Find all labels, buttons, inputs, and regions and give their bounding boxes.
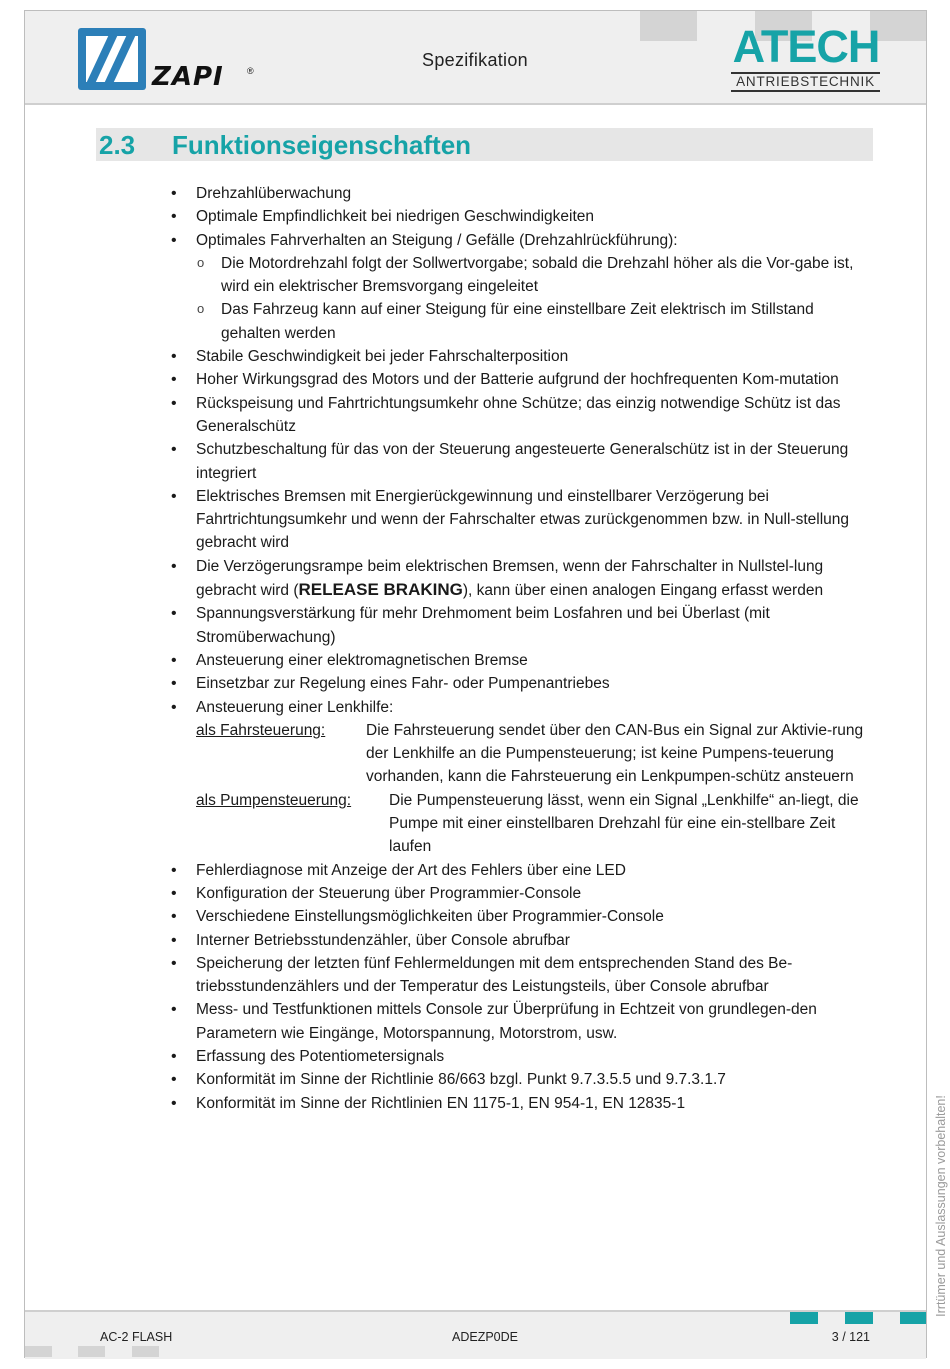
definition-term: als Fahrsteuerung: <box>196 721 326 739</box>
list-item: • Fehlerdiagnose mit Anzeige der Art des Fehlers über eine LED <box>166 859 876 882</box>
list-item: • Speicherung der letzten fünf Fehlermeldungen mit dem entsprechenden Stand des Be-triebsstundenzählers und der Temperatur des Leistungsteils, über Console abrufbar <box>166 952 876 999</box>
list-item: • Spannungsverstärkung für mehr Drehmoment beim Losfahren und bei Überlast (mit Stromüberwachung) <box>166 602 876 649</box>
list-item <box>166 229 876 345</box>
list-item: • Drehzahlüberwachung <box>166 182 876 205</box>
list-item: • Optimale Empfindlichkeit bei niedrigen Geschwindigkeiten <box>166 205 876 228</box>
zapi-logo-text: ZAPI <box>152 62 224 92</box>
list-item: • Stabile Geschwindigkeit bei jeder Fahrschalterposition <box>166 345 876 368</box>
list-item-text: Optimales Fahrverhalten an Steigung / Gefälle (Drehzahlrückführung): <box>196 231 678 249</box>
section-number: 2.3 <box>99 130 136 160</box>
list-item-text: Die Verzögerungsrampe beim elektrischen Bremsen, wenn der Fahrschalter in Nullstel-lung gebracht wird ( <box>196 557 824 600</box>
header-decor-block <box>640 11 697 41</box>
footer-decor-block <box>25 1346 52 1357</box>
footer-decor-block <box>78 1346 105 1357</box>
release-braking-term: RELEASE BRAKING <box>298 580 463 600</box>
list-item: • Verschiedene Einstellungsmöglichkeiten über Programmier-Console <box>166 905 876 928</box>
list-item: • Konformität im Sinne der Richtlinien EN 1175-1, EN 954-1, EN 12835-1 <box>166 1092 876 1115</box>
list-item: • Hoher Wirkungsgrad des Motors und der Batterie aufgrund der hochfrequenten Kom-mutation <box>166 368 876 391</box>
footer-page-number: 3 / 121 <box>831 1330 870 1344</box>
footer-product: AC-2 FLASH <box>100 1330 173 1344</box>
list-item-text: ), kann über einen analogen Eingang erfasst werden <box>462 582 824 600</box>
list-item-text: Ansteuerung einer Lenkhilfe: <box>196 698 394 716</box>
sub-list-item: o Das Fahrzeug kann auf einer Steigung für eine einstellbare Zeit elektrisch im Stillstand gehalten werden <box>196 298 876 345</box>
list-item: • Ansteuerung einer elektromagnetischen Bremse <box>166 649 876 672</box>
footer-decor-block <box>845 1312 873 1324</box>
atech-logo-subtitle: ANTRIEBSTECHNIK <box>731 72 880 92</box>
list-item: • Elektrisches Bremsen mit Energierückgewinnung und einstellbarer Verzögerung bei Fahrtrichtungsumkehr und wenn der Fahrschalter etwas zurückgenommen bzw. in Null-stellung gebracht wird <box>166 485 876 555</box>
footer-decor-block <box>132 1346 159 1357</box>
definition-description: Die Pumpensteuerung lässt, wenn ein Signal „Lenkhilfe“ an-liegt, die Pumpe mit einer einstellbaren Drehzahl für eine ein-stellbare Zeit laufen <box>389 791 859 856</box>
list-item: • Konformität im Sinne der Richtlinie 86/663 bzgl. Punkt 9.7.3.5.5 und 9.7.3.1.7 <box>166 1068 876 1091</box>
footer-decor-block <box>900 1312 926 1324</box>
footer-decor-block <box>790 1312 818 1324</box>
sub-list-item: o Die Motordrehzahl folgt der Sollwertvorgabe; sobald die Drehzahl höher als die Vor-gabe ist, wird ein elektrischer Bremsvorgang eingeleitet <box>196 252 876 299</box>
list-item <box>166 555 876 603</box>
registered-mark: ® <box>247 66 254 76</box>
feature-list <box>166 182 876 1115</box>
list-item: • Rückspeisung und Fahrtrichtungsumkehr ohne Schütze; das einzig notwendige Schütz ist das Generalschütz <box>166 392 876 439</box>
header-title: Spezifikation <box>422 50 528 70</box>
list-item: • Erfassung des Potentiometersignals <box>166 1045 876 1068</box>
list-item: • Konfiguration der Steuerung über Programmier-Console <box>166 882 876 905</box>
disclaimer-vertical: Irrtümer und Auslassungen vorbehalten! <box>934 1095 948 1317</box>
list-item: • Interner Betriebsstundenzähler, über Console abrufbar <box>166 929 876 952</box>
list-item: • Mess- und Testfunktionen mittels Console zur Überprüfung in Echtzeit von grundlegen-den Parametern wie Eingänge, Motorspannung, Motorstrom, usw. <box>166 998 876 1045</box>
list-item: • Schutzbeschaltung für das von der Steuerung angesteuerte Generalschütz ist in der Steuerung integriert <box>166 438 876 485</box>
footer-document-code: ADEZP0DE <box>452 1330 518 1344</box>
definition-row <box>196 789 876 859</box>
list-item <box>166 696 876 859</box>
definition-description: Die Fahrsteuerung sendet über den CAN-Bus ein Signal zur Aktivie-rung der Lenkhilfe an die Pumpensteuerung; ist keine Pumpens-teuerung vorhanden, kann die Fahrsteuerung ein Lenkpumpen-schütz ansteuern <box>366 721 864 786</box>
definition-term: als Pumpensteuerung: <box>196 791 352 809</box>
section-title: Funktionseigenschaften <box>172 130 472 160</box>
list-item: • Einsetzbar zur Regelung eines Fahr- oder Pumpenantriebes <box>166 672 876 695</box>
definition-row <box>196 719 876 789</box>
atech-logo-text: ATECH <box>732 21 880 72</box>
